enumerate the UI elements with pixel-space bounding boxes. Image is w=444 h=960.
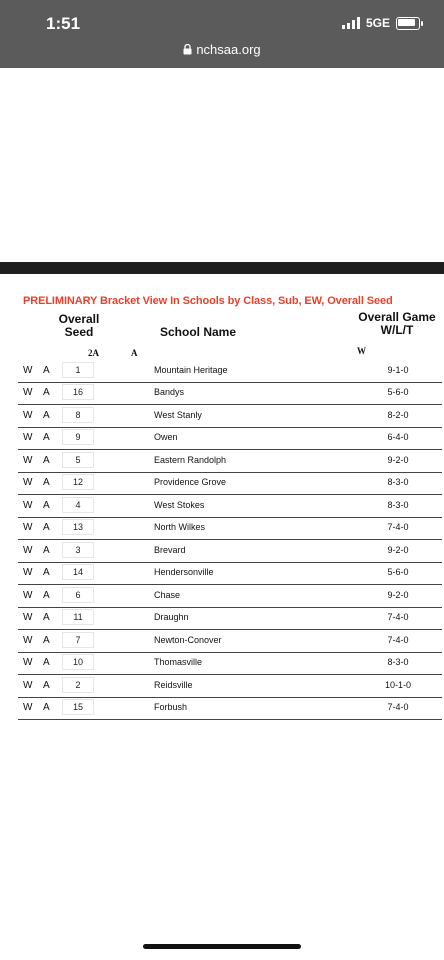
address-bar[interactable] [0,42,444,57]
lock-icon [183,44,192,55]
ew-cell: W [23,590,33,601]
ew-cell: W [23,432,33,443]
seed-cell: 15 [62,699,94,715]
record-cell: 8-3-0 [387,500,409,510]
table-row [0,517,444,540]
school-name-cell: Bandys [154,387,185,397]
table-row [0,540,444,563]
network-label: 5GE [365,16,390,30]
status-time: 1:51 [46,14,81,33]
ew-label: W [357,346,366,356]
sub-cell: A [43,365,50,376]
record-header [350,311,444,337]
record-cell: 9-2-0 [387,590,409,600]
ew-cell: W [23,635,33,646]
seed-cell: 7 [62,632,94,648]
ew-cell: W [23,500,33,511]
school-name-cell: West Stokes [154,500,205,510]
table-row [0,607,444,630]
sub-cell: A [43,522,50,533]
seed-header [54,313,104,339]
sub-cell: A [43,477,50,488]
ew-cell: W [23,657,33,668]
record-cell: 6-4-0 [387,432,409,442]
record-cell: 7-4-0 [387,635,409,645]
school-name-cell: Brevard [154,545,186,555]
table-row [0,360,444,383]
table-row [0,630,444,653]
battery-icon [396,17,420,30]
seed-cell: 13 [62,519,94,535]
seed-cell: 10 [62,654,94,670]
ew-cell: W [23,680,33,691]
seed-cell: 3 [62,542,94,558]
table-row [0,585,444,608]
table-row [0,697,444,720]
ew-cell: W [23,567,33,578]
seed-cell: 1 [62,362,94,378]
seed-cell: 2 [62,677,94,693]
school-name-cell: West Stanly [154,410,202,420]
seed-cell: 11 [62,609,94,625]
sub-cell: A [43,590,50,601]
record-cell: 7-4-0 [387,702,409,712]
seed-cell: 12 [62,474,94,490]
ew-cell: W [23,545,33,556]
seed-cell: 16 [62,384,94,400]
ew-cell: W [23,702,33,713]
record-cell: 5-6-0 [387,387,409,397]
seed-header-line1: Overall [58,312,100,326]
school-name-cell: Newton-Conover [154,635,222,645]
bracket-title: PRELIMINARY Bracket View In Schools by Class, Sub, EW, Overall Seed [23,295,393,307]
table-row [0,562,444,585]
seed-cell: 6 [62,587,94,603]
school-name-cell: North Wilkes [154,522,206,532]
school-name-cell: Owen [154,432,178,442]
record-cell: 7-4-0 [387,612,409,622]
ew-cell: W [23,477,33,488]
record-cell: 5-6-0 [387,567,409,577]
school-name-cell: Thomasville [154,657,203,667]
class-label: 2A [88,348,99,358]
sub-cell: A [43,455,50,466]
seed-cell: 4 [62,497,94,513]
record-cell: 8-3-0 [387,657,409,667]
home-indicator[interactable] [143,944,301,949]
table-row [0,405,444,428]
phone-status-and-address-bar [0,0,444,68]
school-name-cell: Chase [154,590,181,600]
school-name-cell: Providence Grove [154,477,227,487]
record-header-line2: W/L/T [380,323,414,337]
ew-cell: W [23,387,33,398]
record-cell: 9-2-0 [387,455,409,465]
record-header-line1: Overall Game [358,310,436,324]
seed-cell: 14 [62,564,94,580]
school-name-cell: Mountain Heritage [154,365,228,375]
seed-cell: 8 [62,407,94,423]
table-row [0,382,444,405]
school-name-cell: Reidsville [154,680,193,690]
ew-cell: W [23,522,33,533]
table-row [0,427,444,450]
table-row [0,450,444,473]
sub-cell: A [43,680,50,691]
table-row [0,675,444,698]
record-cell: 9-2-0 [387,545,409,555]
table-row [0,495,444,518]
sub-cell: A [43,545,50,556]
sub-cell: A [43,432,50,443]
sub-cell: A [43,567,50,578]
school-name-cell: Eastern Randolph [154,455,227,465]
sub-cell: A [43,410,50,421]
ew-cell: W [23,455,33,466]
school-name-cell: Draughn [154,612,189,622]
url-text: nchsaa.org [196,42,261,57]
record-cell: 10-1-0 [384,680,411,690]
ew-cell: W [23,612,33,623]
status-icons [342,16,420,30]
seed-cell: 5 [62,452,94,468]
row-divider [18,719,442,720]
school-name-cell: Hendersonville [154,567,214,577]
page-divider-bar [0,262,444,274]
sub-cell: A [43,635,50,646]
signal-icon [342,17,360,29]
record-cell: 9-1-0 [387,365,409,375]
school-name-cell: Forbush [154,702,188,712]
ew-cell: W [23,365,33,376]
seed-cell: 9 [62,429,94,445]
seed-header-line2: Seed [64,325,94,339]
sub-cell: A [43,657,50,668]
record-cell: 7-4-0 [387,522,409,532]
sub-cell: A [43,500,50,511]
table-row [0,472,444,495]
ew-cell: W [23,410,33,421]
sub-cell: A [43,702,50,713]
record-cell: 8-3-0 [387,477,409,487]
table-row [0,652,444,675]
sub-cell: A [43,387,50,398]
sub-cell: A [43,612,50,623]
school-header: School Name [160,325,237,339]
record-cell: 8-2-0 [387,410,409,420]
sub-label: A [131,348,138,358]
